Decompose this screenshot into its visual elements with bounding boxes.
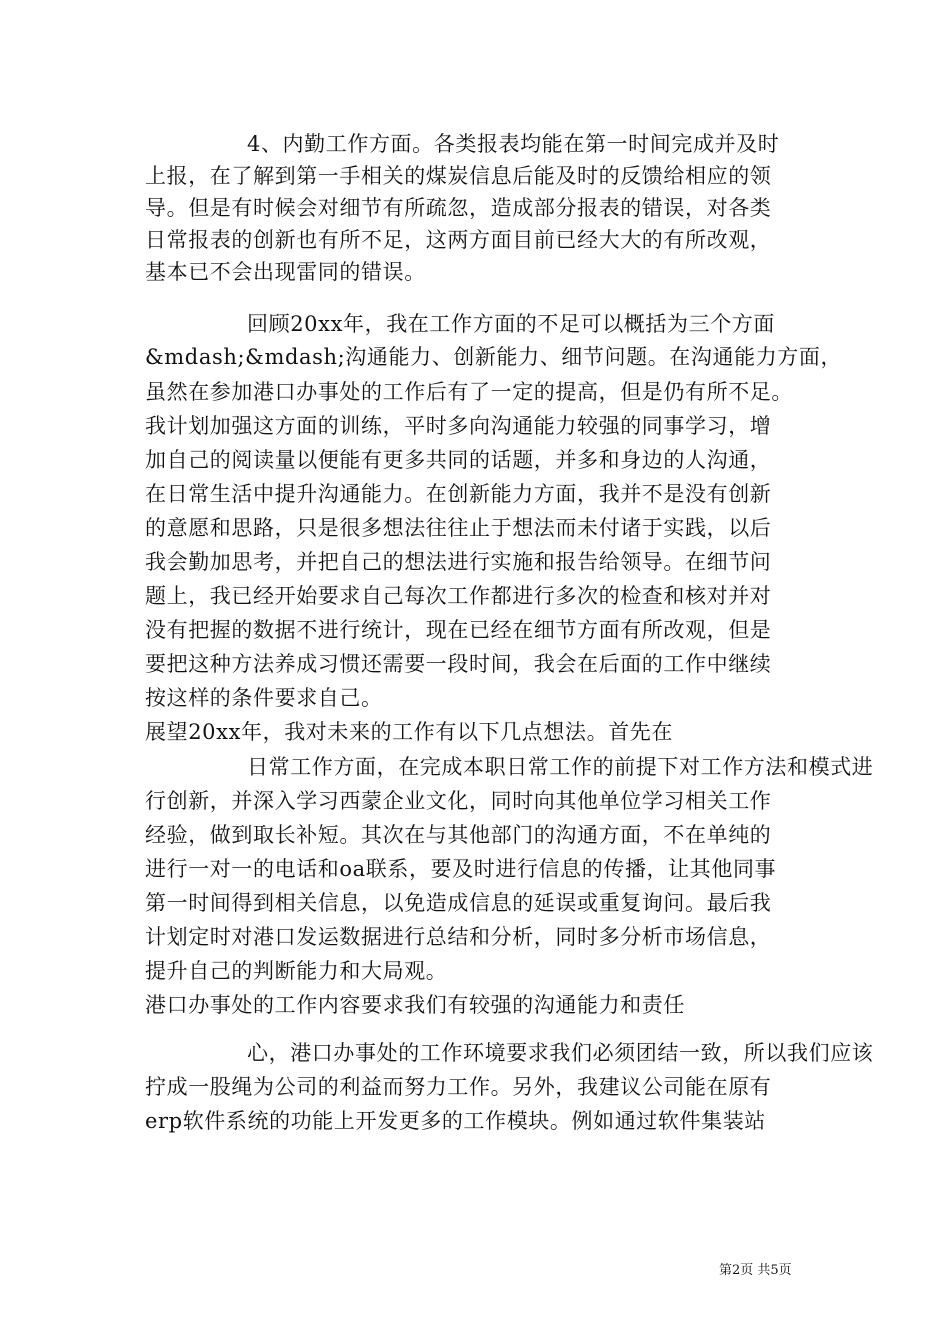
text-line: 日常工作方面，在完成本职日常工作的前提下对工作方法和模式进 <box>247 755 874 779</box>
text-line: 经验，做到取长补短。其次在与其他部门的沟通方面，不在单纯的 <box>145 823 772 847</box>
text-line: 心，港口办事处的工作环境要求我们必须团结一致，所以我们应该 <box>247 1041 874 1065</box>
text-line: 港口办事处的工作内容要求我们有较强的沟通能力和责任 <box>145 993 685 1017</box>
text-line: 基本已不会出现雷同的错误。 <box>145 260 426 284</box>
text-line: 没有把握的数据不进行统计，现在已经在细节方面有所改观，但是 <box>145 618 772 642</box>
text-line: 行创新，并深入学习西蒙企业文化，同时向其他单位学习相关工作 <box>145 789 772 813</box>
text-line: 提升自己的判断能力和大局观。 <box>145 959 448 983</box>
text-line: 在日常生活中提升沟通能力。在创新能力方面，我并不是没有创新 <box>145 482 772 506</box>
text-line: 的意愿和思路，只是很多想法往往止于想法而未付诸于实践，以后 <box>145 516 772 540</box>
text-line: 展望20xx年，我对未来的工作有以下几点想法。首先在 <box>145 720 674 744</box>
text-line: 虽然在参加港口办事处的工作后有了一定的提高，但是仍有所不足。 <box>145 380 793 404</box>
text-line: 第一时间得到相关信息，以免造成信息的延误或重复询问。最后我 <box>145 891 772 915</box>
text-line: 进行一对一的电话和oa联系，要及时进行信息的传播，让其他同事 <box>145 857 777 881</box>
text-line: 按这样的条件要求自己。 <box>145 686 383 710</box>
page-number: 第2页 共5页 <box>719 1263 792 1278</box>
text-line: 日常报表的创新也有所不足，这两方面目前已经大大的有所改观， <box>145 228 772 252</box>
text-line: 拧成一股绳为公司的利益而努力工作。另外，我建议公司能在原有 <box>145 1075 772 1099</box>
text-line: 题上，我已经开始要求自己每次工作都进行多次的检查和核对并对 <box>145 584 772 608</box>
text-line: &mdash;&mdash;沟通能力、创新能力、细节问题。在沟通能力方面， <box>145 345 843 369</box>
text-line: 我会勤加思考，并把自己的想法进行实施和报告给领导。在细节问 <box>145 550 772 574</box>
text-line: 要把这种方法养成习惯还需要一段时间，我会在后面的工作中继续 <box>145 652 772 676</box>
text-line: 4、内勤工作方面。各类报表均能在第一时间完成并及时 <box>247 132 780 156</box>
text-line: 计划定时对港口发运数据进行总结和分析，同时多分析市场信息， <box>145 925 772 949</box>
text-line: 我计划加强这方面的训练，平时多向沟通能力较强的同事学习，增 <box>145 414 772 438</box>
text-line: erp软件系统的功能上开发更多的工作模块。例如通过软件集装站 <box>145 1109 766 1133</box>
text-line: 导。但是有时候会对细节有所疏忽，造成部分报表的错误，对各类 <box>145 196 772 220</box>
text-line: 加自己的阅读量以便能有更多共同的话题，并多和身边的人沟通， <box>145 448 772 472</box>
text-line: 上报，在了解到第一手相关的煤炭信息后能及时的反馈给相应的领 <box>145 164 772 188</box>
text-line: 回顾20xx年，我在工作方面的不足可以概括为三个方面 <box>247 312 776 336</box>
